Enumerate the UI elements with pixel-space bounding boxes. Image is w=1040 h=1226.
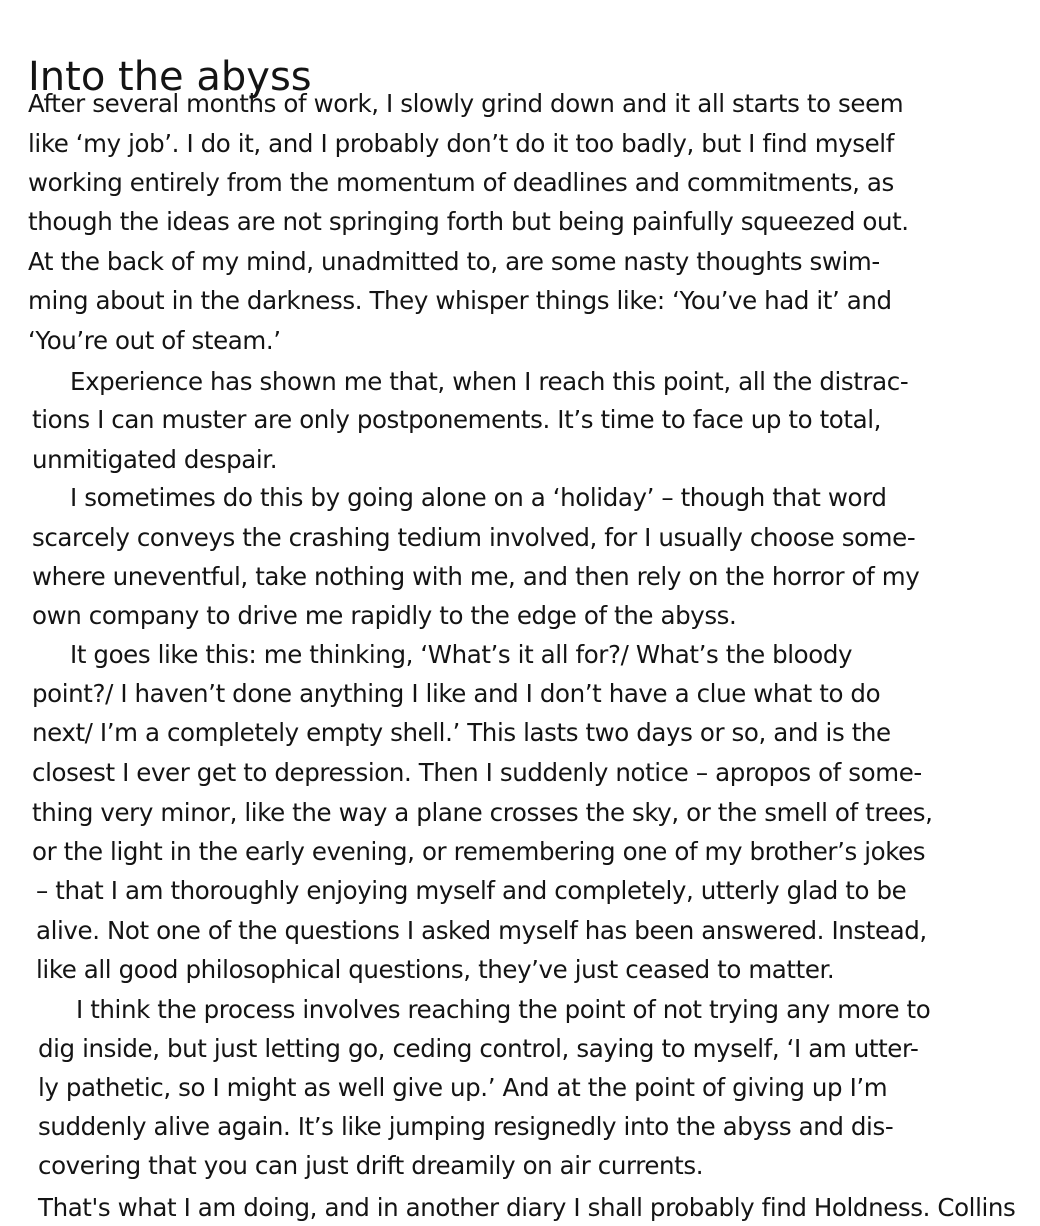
text-line: point?/ I haven’t done anything I like and I don’t have a clue what to do [32,679,881,708]
text-line: ming about in the darkness. They whisper things like: ‘You’ve had it’ and [28,286,892,315]
section-title: Into the abyss [28,53,312,100]
text-line: unmitigated despair. [32,445,278,474]
text-line: though the ideas are not springing forth but being painfully squeezed out. [28,207,909,236]
text-line: tions I can muster are only postponements. It’s time to face up to total, [32,405,882,434]
text-line: closest I ever get to depression. Then I suddenly notice – apropos of some- [32,758,922,787]
text-line: or the light in the early evening, or remembering one of my brother’s jokes [32,837,926,866]
text-line: I sometimes do this by going alone on a ‘holiday’ – though that word [70,483,887,512]
text-line: ‘You’re out of steam.’ [28,326,281,355]
text-line: – that I am thoroughly enjoying myself and completely, utterly glad to be [36,876,907,905]
text-line: covering that you can just drift dreamily on air currents. [38,1151,704,1180]
text-line: It goes like this: me thinking, ‘What’s it all for?/ What’s the bloody [70,640,853,669]
text-line: After several months of work, I slowly grind down and it all starts to seem [28,89,904,118]
cut-off-text: That's what I am doing, and in another diary I shall probably find Holdness. Collins [38,1193,1016,1222]
text-line: I think the process involves reaching the point of not trying any more to [76,995,931,1024]
text-line: Experience has shown me that, when I reach this point, all the distrac- [70,367,909,396]
text-line: next/ I’m a completely empty shell.’ This lasts two days or so, and is the [32,718,891,747]
text-line: alive. Not one of the questions I asked myself has been answered. Instead, [36,916,927,945]
text-line: dig inside, but just letting go, ceding control, saying to myself, ‘I am utter- [38,1034,919,1063]
text-line: ly pathetic, so I might as well give up.’ And at the point of giving up I’m [38,1073,888,1102]
text-line: own company to drive me rapidly to the edge of the abyss. [32,601,737,630]
text-line: At the back of my mind, unadmitted to, are some nasty thoughts swim- [28,247,880,276]
text-line: like ‘my job’. I do it, and I probably don’t do it too badly, but I find myself [28,129,894,158]
text-line: thing very minor, like the way a plane crosses the sky, or the smell of trees, [32,798,933,827]
text-line: like all good philosophical questions, they’ve just ceased to matter. [36,955,835,984]
cut-off-text-line [38,1176,1038,1222]
text-line: scarcely conveys the crashing tedium involved, for I usually choose some- [32,523,916,552]
text-line: working entirely from the momentum of deadlines and commitments, as [28,168,894,197]
text-line: suddenly alive again. It’s like jumping resignedly into the abyss and dis- [38,1112,894,1141]
text-line: where uneventful, take nothing with me, and then rely on the horror of my [32,562,920,591]
